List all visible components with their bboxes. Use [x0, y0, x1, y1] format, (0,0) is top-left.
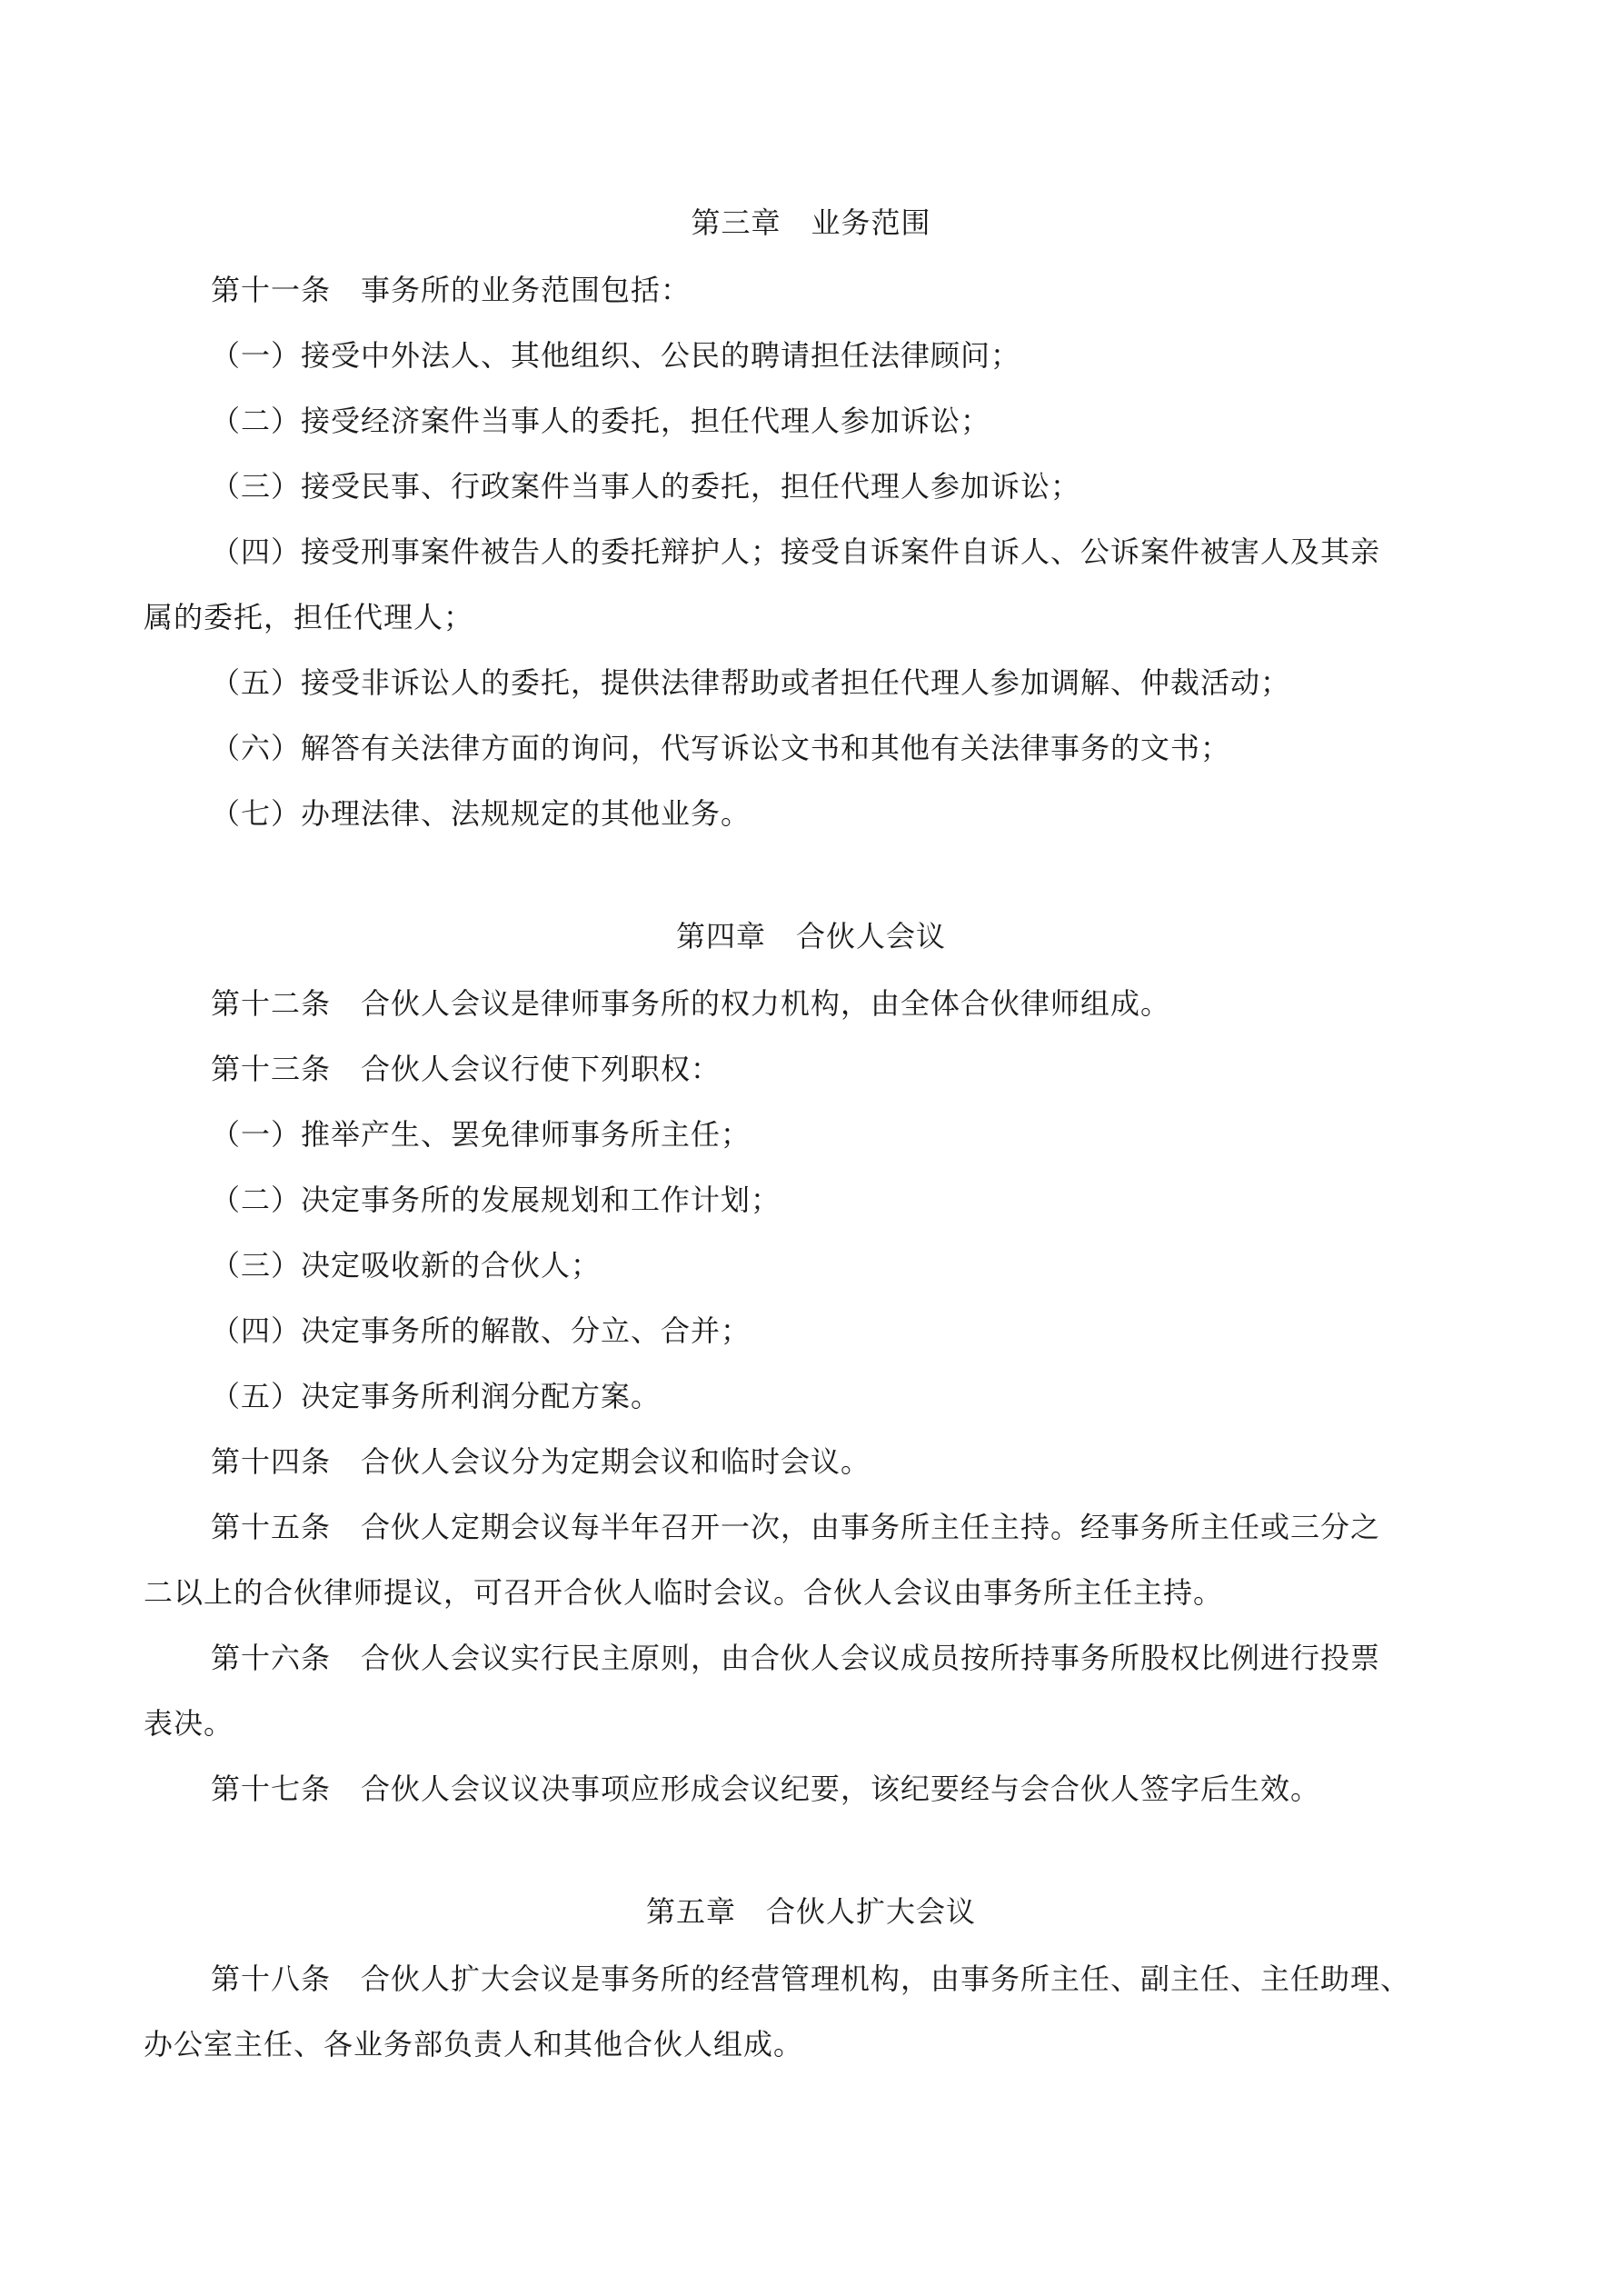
chapter-5-title: 第五章 合伙人扩大会议	[645, 1894, 976, 1929]
article-16: 第十六条 合伙人会议实行民主原则，由合伙人会议成员按所持事务所股权比例进行投票	[211, 1641, 1381, 1675]
list-item: （二）决定事务所的发展规划和工作计划；	[211, 1183, 781, 1217]
list-item: （七）办理法律、法规规定的其他业务。	[211, 796, 751, 831]
article-14: 第十四条 合伙人会议分为定期会议和临时会议。	[211, 1444, 871, 1479]
article-13: 第十三条 合伙人会议行使下列职权：	[211, 1052, 721, 1086]
list-item: （五）接受非诉讼人的委托，提供法律帮助或者担任代理人参加调解、仲裁活动；	[211, 665, 1291, 700]
article-15: 第十五条 合伙人定期会议每半年召开一次，由事务所主任主持。经事务所主任或三分之	[211, 1510, 1381, 1544]
list-item: （三）接受民事、行政案件当事人的委托，担任代理人参加诉讼；	[211, 469, 1081, 504]
article-11: 第十一条 事务所的业务范围包括：	[211, 273, 692, 307]
list-item: （一）推举产生、罢免律师事务所主任；	[211, 1117, 751, 1152]
article-17: 第十七条 合伙人会议议决事项应形成会议纪要，该纪要经与会合伙人签字后生效。	[211, 1772, 1321, 1806]
list-item: （六）解答有关法律方面的询问，代写诉讼文书和其他有关法律事务的文书；	[211, 731, 1231, 765]
list-item: （一）接受中外法人、其他组织、公民的聘请担任法律顾问；	[211, 338, 1021, 373]
article-15-continuation: 二以上的合伙律师提议，可召开合伙人临时会议。合伙人会议由事务所主任主持。	[144, 1575, 1224, 1610]
list-item-continuation: 属的委托，担任代理人；	[144, 600, 474, 634]
list-item: （四）决定事务所的解散、分立、合并；	[211, 1313, 751, 1348]
chapter-3-title: 第三章 业务范围	[691, 205, 931, 240]
list-item: （四）接受刑事案件被告人的委托辩护人；接受自诉案件自诉人、公诉案件被害人及其亲	[211, 534, 1381, 569]
list-item: （二）接受经济案件当事人的委托，担任代理人参加诉讼；	[211, 404, 991, 438]
article-18-continuation: 办公室主任、各业务部负责人和其他合伙人组成。	[144, 2027, 804, 2061]
list-item: （五）决定事务所利润分配方案。	[211, 1379, 662, 1413]
article-16-continuation: 表决。	[144, 1706, 234, 1741]
chapter-4-title: 第四章 合伙人会议	[675, 919, 946, 953]
article-12: 第十二条 合伙人会议是律师事务所的权力机构，由全体合伙律师组成。	[211, 986, 1171, 1021]
article-18: 第十八条 合伙人扩大会议是事务所的经营管理机构，由事务所主任、副主任、主任助理、	[211, 1962, 1411, 1996]
list-item: （三）决定吸收新的合伙人；	[211, 1248, 602, 1283]
